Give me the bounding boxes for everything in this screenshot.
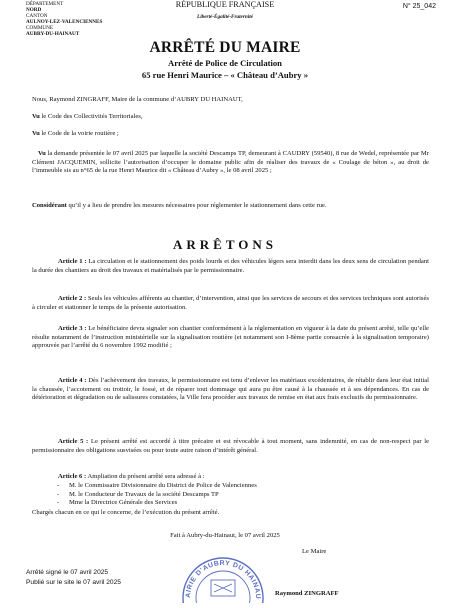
footer-published-date: Publié sur le site le 07 avril 2025 — [26, 579, 121, 586]
article-4 — [32, 377, 429, 403]
stamp-text: AIRIE D’AUBRY DU HAINAU — [184, 559, 262, 600]
vu-text: le Code de la voirie routière ; — [39, 130, 119, 137]
preamble-vu-demande — [32, 150, 429, 176]
article-text: Le présent arrêté est accordé à titre précaire et est révocable à tout moment, sans indemnité, en cas de non-respect par le permissionnaire des obligations susvisées ou pour toute autre raison d’intérêt général. — [32, 438, 429, 454]
admin-line: AUBRY-DU-HAINAUT — [26, 31, 80, 38]
admin-line: CANTON — [26, 13, 48, 20]
article-text: La circulation et le stationnement des poids lourds et des véhicules légers sera interdit dans les deux sens de circulation pendant la durée des chantiers au droit des travaux et matérialisés par le permissionnaire. — [32, 258, 429, 274]
signatory-role: Le Maire — [302, 548, 327, 555]
arretons-heading: ARRÊTONS — [172, 237, 277, 252]
article-2 — [32, 295, 429, 312]
vu-keyword: Vu — [32, 130, 40, 137]
preamble-nous: Nous, Raymond ZINGRAFF, Maire de la commune d’AUBRY DU HAINAUT, — [32, 96, 243, 103]
stamp-seal-icon — [178, 553, 268, 603]
article-text: Le bénéficiaire devra signaler son chantier conformément à la réglementation en vigueur à la date du présent arrêté, telle qu’elle résulte notamment de l’instruction ministérielle sur la signalisation routière (et notamment son I-8ème partie consacrée à la signalisation temporaire) approuvée par l’arrêté du 6 novembre 1992 modifié ; — [32, 325, 429, 350]
preamble-vu-code-collectivites — [32, 113, 429, 122]
article-text: Seuls les véhicules afférents au chantier, d’intervention, ainsi que les services de secours et des services techniques sont autorisés à circuler et stationner le temps de la présente autorisation. — [32, 295, 429, 311]
decree-subtitle: Arrêté de Police de Circulation — [168, 58, 282, 68]
recipient-name: M. le Conducteur de Travaux de la société Descamps TP — [69, 490, 219, 498]
recipient-list — [57, 482, 417, 508]
article-6 — [32, 473, 429, 482]
decree-subject: 65 rue Henri Maurice – « Château d’Aubry » — [141, 70, 309, 80]
administrative-block — [26, 1, 102, 38]
admin-line: DÉPARTEMENT — [26, 1, 64, 7]
article-label: Article 4 : — [58, 377, 87, 384]
article-label: Article 3 : — [58, 325, 87, 332]
admin-line: AULNOY-LEZ-VALENCIENNES — [26, 19, 103, 26]
footer-signed-date: Arrêté signé le 07 avril 2025 — [26, 569, 109, 576]
svg-text:MAIRIE D’AUBRY DU HAINAUT — [178, 553, 261, 599]
list-item: - M. le Conducteur de Travaux de la société Descamps TP — [57, 490, 219, 498]
article-5 — [32, 438, 429, 455]
admin-line: NORD — [26, 7, 42, 14]
article-3 — [32, 325, 429, 351]
article-label: Article 2 : — [58, 295, 87, 302]
recipient-name: Mme la Directrice Générale des Services — [69, 499, 178, 507]
preamble-considerant — [32, 202, 429, 211]
list-item: - Mme la Directrice Générale des Services — [57, 499, 178, 507]
recipient-name: M. le Commissaire Divisionnaire du District de Police de Valenciennes — [69, 482, 257, 489]
closing-sentence: Chargés chacun en ce qui le concerne, de l’exécution du présent arrêté. — [32, 509, 220, 516]
vu-keyword: Vu — [38, 150, 46, 157]
considerant-text: qu’il y a lieu de prendre les mesures nécessaires pour réglementer le stationnement dans cette rue. — [66, 202, 327, 209]
preamble-vu-code-voirie — [32, 130, 429, 139]
vu-text: la demande présentée le 07 avril 2025 par laquelle la société Descamps TP, demeurant à CAUDRY (59540), 8 rue de Wedel, représentée par Mr Clément JACQUEMIN, sollicite l’autorisation d’occuper le domaine public afin de réaliser des travaux de « Coulage de béton », au droit de l’immeuble sis au n°65 de la rue Henri Maurice dit « Château d’Aubry », le 08 avril 2025 ; — [32, 150, 429, 175]
vu-text: le Code des Collectivités Territoriales, — [39, 113, 143, 120]
decree-title: ARRÊTÉ DU MAIRE — [149, 39, 301, 56]
decree-reference: N° 25_042 — [402, 3, 436, 10]
place-and-date: Fait à Aubry-du-Hainaut, le 07 avril 2025 — [170, 532, 280, 539]
republic-name: RÉPUBLIQUE FRANÇAISE — [175, 0, 275, 9]
republic-header — [150, 0, 300, 20]
article-label: Article 5 : — [58, 438, 89, 445]
article-1 — [32, 258, 429, 275]
admin-line: COMMUNE — [26, 25, 54, 32]
article-text: Dès l’achèvement des travaux, le permissionnaire est tenu d’enlever les matériaux excédentaires, de rétablir dans leur état initial la chaussée, l’accotement ou trottoir, le fossé, et de réparer tout dommage qui aura pu être causé à la chaussée et à ses dépendances. En cas de détérioration et dégradation ou de salissures constatées, la Ville fera procéder aux travaux de remise en état aux frais exclusifs du permissionnaire. — [32, 377, 429, 402]
vu-keyword: Vu — [32, 113, 40, 120]
article-label: Article 1 : — [58, 258, 87, 265]
article-label: Article 6 : — [58, 473, 87, 480]
republic-motto: Liberté-Égalité-Fraternité — [197, 14, 253, 20]
considerant-keyword: Considérant — [32, 202, 67, 209]
article-text: Ampliation du présent arrêté sera adressé à : — [86, 473, 205, 480]
list-item: - M. le Commissaire Divisionnaire du District de Police de Valenciennes — [57, 482, 257, 489]
signatory-name: Raymond ZINGRAFF — [275, 590, 339, 597]
